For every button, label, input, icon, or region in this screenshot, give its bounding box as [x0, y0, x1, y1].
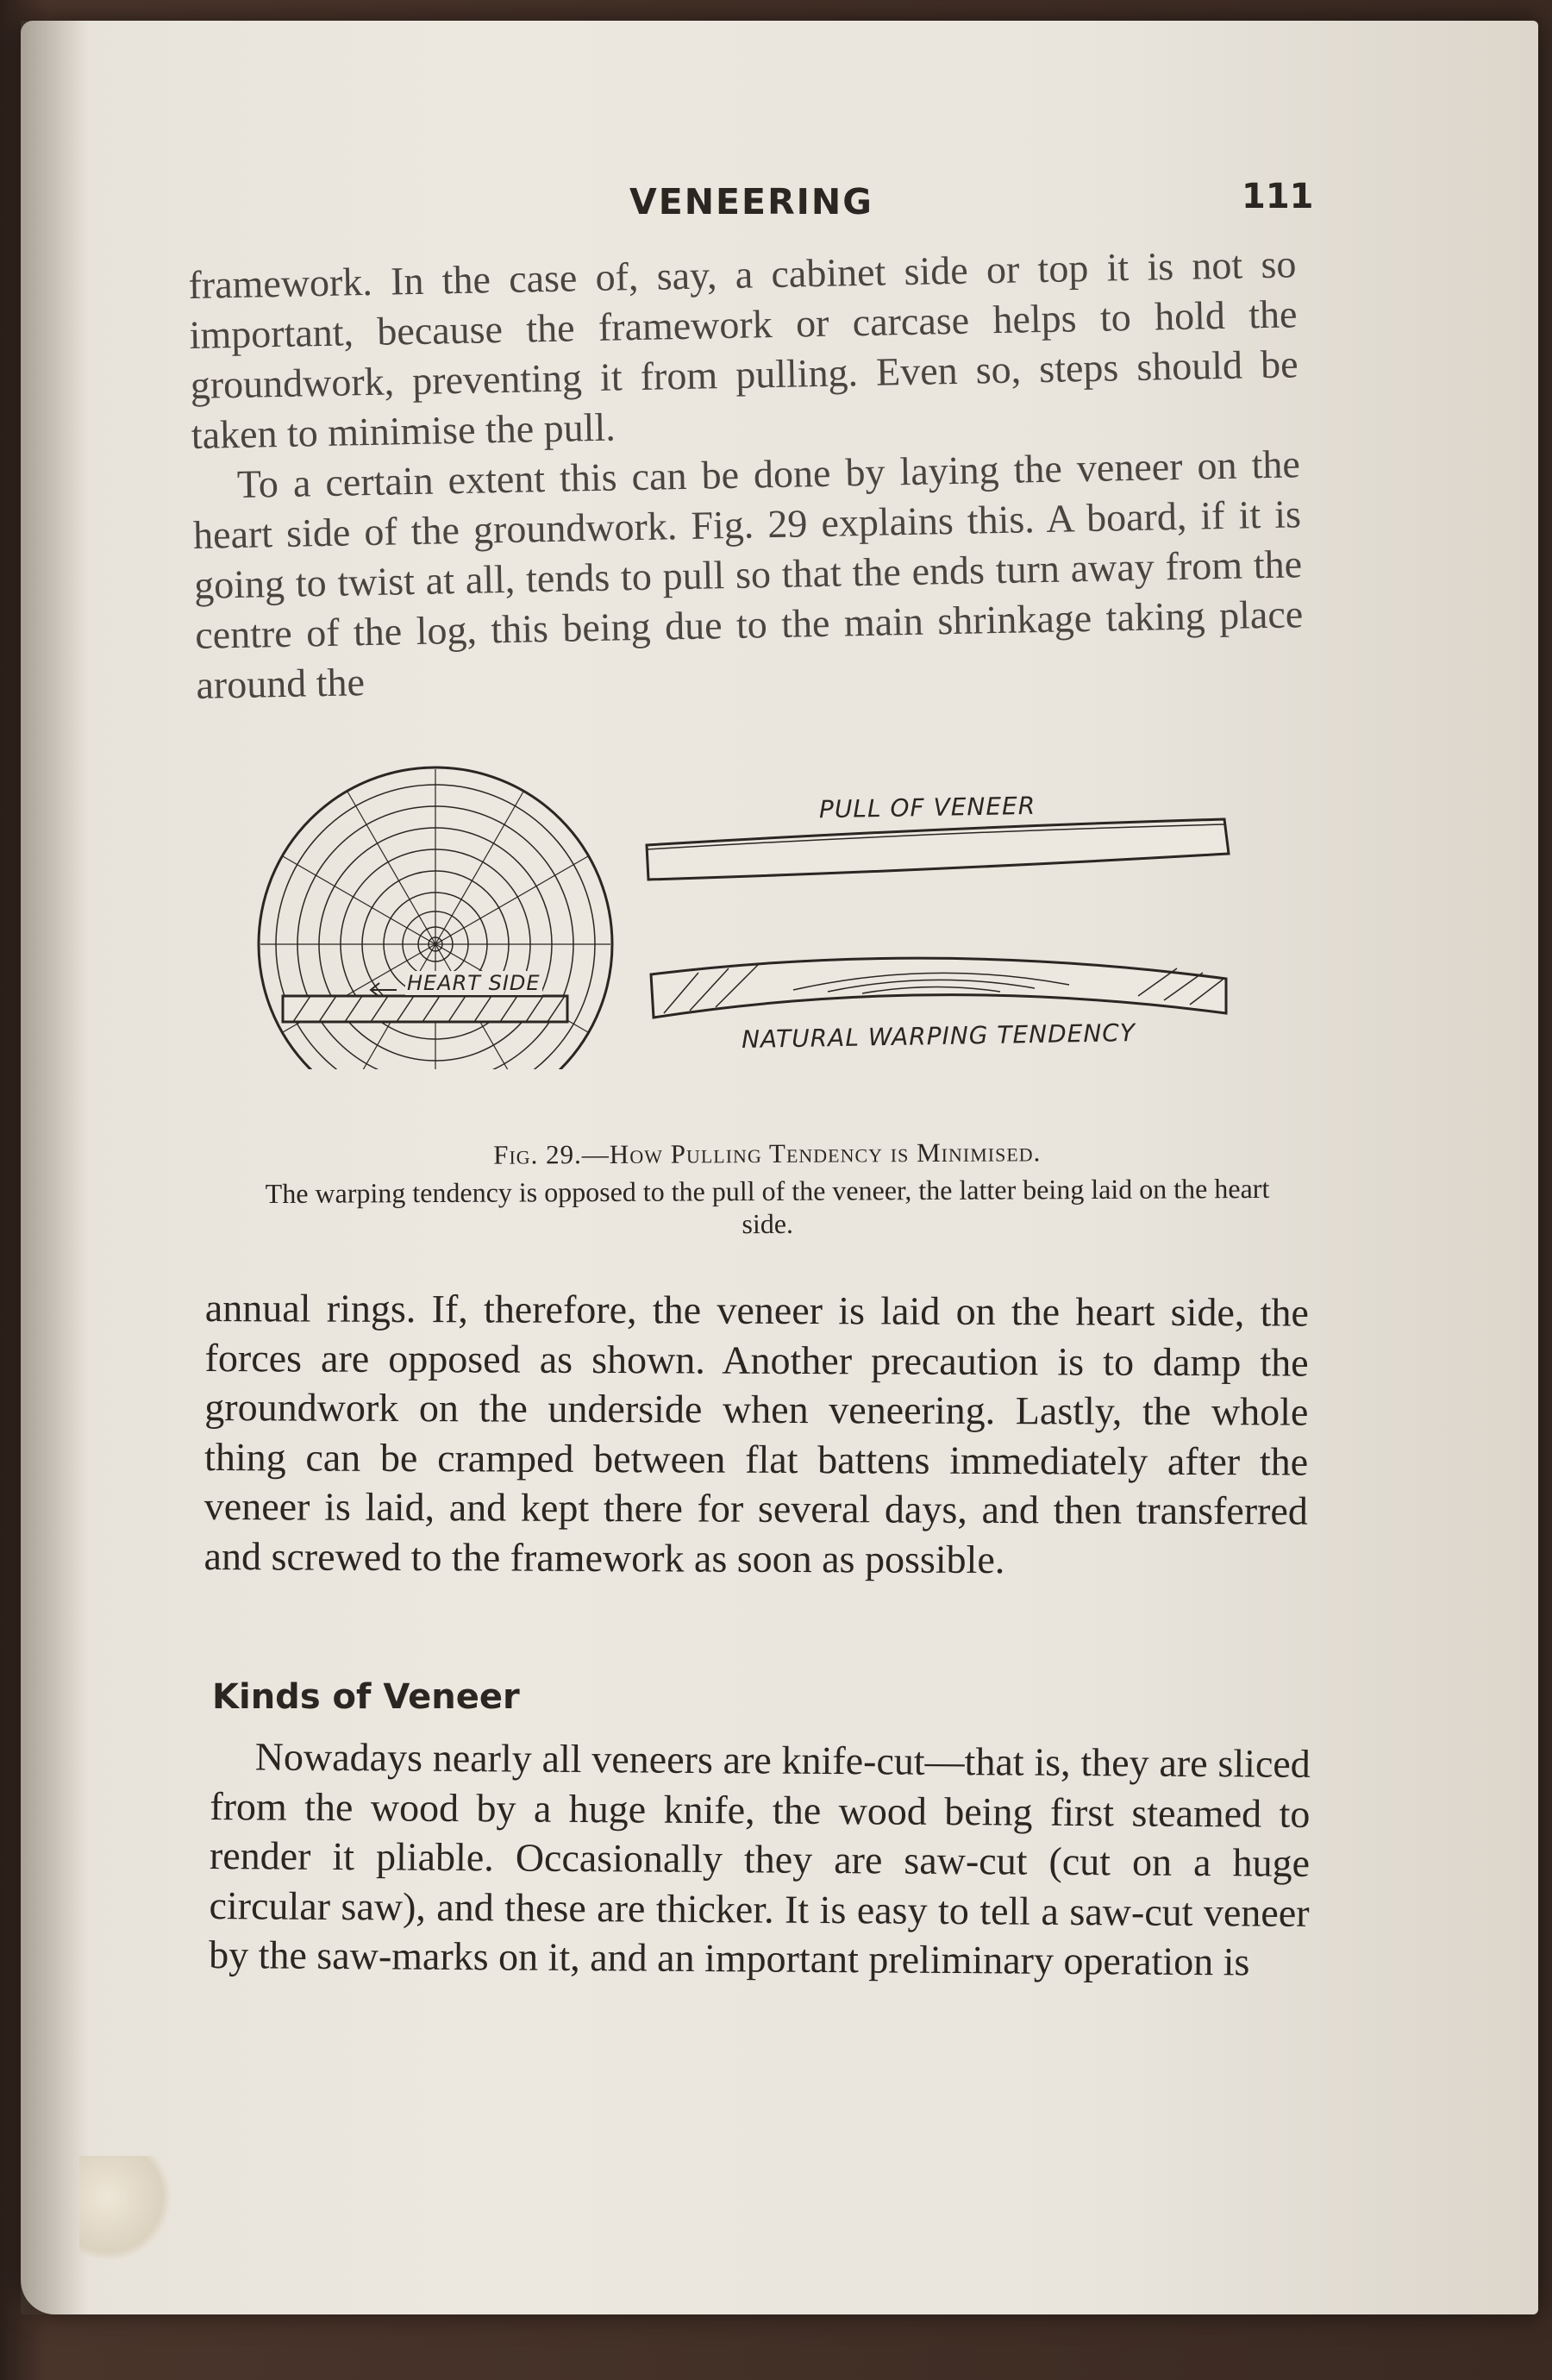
- section-heading: Kinds of Veneer: [212, 1677, 520, 1717]
- section-text-block: [209, 1732, 1311, 1987]
- heart-side-label: HEART SIDE: [407, 971, 541, 995]
- running-title: VENEERING: [629, 181, 873, 222]
- continued-text-block: [203, 1283, 1308, 1586]
- figure-29: [241, 759, 1267, 1069]
- pull-of-veneer-label: PULL OF VENEER: [818, 791, 1036, 824]
- top-text-block: [188, 239, 1305, 711]
- paragraph: Nowadays nearly all veneers are knife-cut—that is, they are sliced from the wood by a huge knife, the wood being first steamed to render it pliable. Occasionally they are saw-cut (cut on a huge circular saw), and these are thicker. It is easy to tell a saw-cut veneer by the saw-marks on it, and an important preliminary operation is: [209, 1734, 1311, 1984]
- caption-body: The warping tendency is opposed to the pull of the veneer, the latter being laid on the heart side.: [265, 1172, 1270, 1240]
- torn-corner: [79, 2156, 174, 2259]
- figure-caption: [259, 1136, 1277, 1243]
- log-cross-section-illustration: [259, 767, 612, 1069]
- paragraph: framework. In the case of, say, a cabinet side or top it is not so important, because the framework or carcase helps to hold the groundwork, preventing it from pulling. Even so, steps should be taken to minimise the pull.: [188, 241, 1299, 457]
- warping-tendency-label: NATURAL WARPING TENDENCY: [741, 1018, 1136, 1054]
- paragraph: To a certain extent this can be done by laying the veneer on the heart side of the groundwork. Fig. 29 explains this. A board, if it is going to twist at all, tends to pull so that the ends turn away from the centre of the log, this being due to the main shrinkage taking place around the: [192, 442, 1304, 707]
- page-number: 111: [1242, 177, 1314, 216]
- paragraph: annual rings. If, therefore, the veneer is laid on the heart side, the forces are opposed as shown. Another precaution is to damp the groundwork on the underside when veneering. Lastly, the whole thing can be cramped between flat battens immediately after the veneer is laid, and kept there for several days, and then transferred and screwed to the framework as soon as possible.: [203, 1286, 1309, 1581]
- veneer-strip-illustration: [647, 819, 1229, 880]
- caption-title: Fig. 29.—How Pulling Tendency is Minimised.: [493, 1137, 1042, 1170]
- warping-board-illustration: [651, 958, 1226, 1018]
